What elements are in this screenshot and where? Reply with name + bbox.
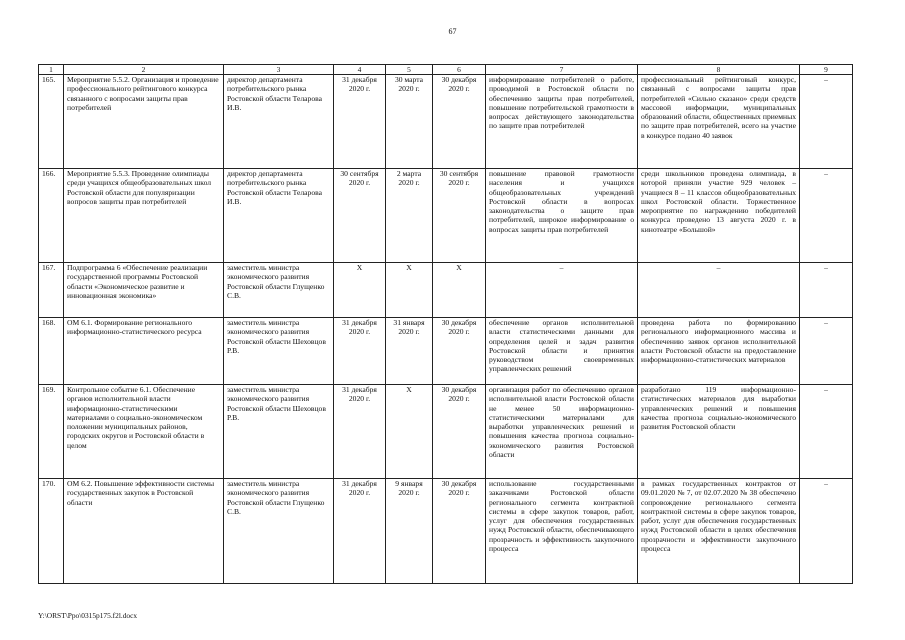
column-number: 6 [433, 65, 486, 75]
row-number: 170. [39, 479, 64, 584]
column-number: 8 [638, 65, 800, 75]
planned-date: 31 декабря 2020 г. [334, 75, 386, 169]
row-number: 165. [39, 75, 64, 169]
start-date: 2 марта 2020 г. [386, 169, 433, 263]
expected-result: использование государственными заказчиками Ростовской области регионального сегмента контрактной системы в сфере закупок товаров, работ, услуг для обеспечения государственных нужд Ростовской области, обеспечивающего прозрачность и эффективность закупочного процесса [486, 479, 638, 584]
planned-date: 31 декабря 2020 г. [334, 479, 386, 584]
end-date: 30 декабря 2020 г. [433, 318, 486, 385]
table-row [39, 75, 853, 169]
planned-date: 31 декабря 2020 г. [334, 385, 386, 479]
start-date: X [386, 263, 433, 318]
note: – [800, 169, 853, 263]
row-number: 166. [39, 169, 64, 263]
measure-name: Мероприятие 5.5.3. Проведение олимпиады среди учащихся общеобразовательных школ Ростовской области для популяризации вопросов защиты прав потребителей [64, 169, 224, 263]
end-date: 30 декабря 2020 г. [433, 479, 486, 584]
actual-result: проведена работа по формированию регионального информационного массива и обеспечению заявок органов исполнительной власти Ростовской области на предоставление информационно-статистических материалов [638, 318, 800, 385]
responsible-person: директор департамента потребительского рынка Ростовской области Теларова И.В. [224, 75, 334, 169]
end-date: 30 сентября 2020 г. [433, 169, 486, 263]
actual-result: разработано 119 информационно-статистических материалов для выработки управленческих решений и повышения качества прогноза социально-экономического развития Ростовской области [638, 385, 800, 479]
column-number: 9 [800, 65, 853, 75]
planned-date: 31 декабря 2020 г. [334, 318, 386, 385]
responsible-person: директор департамента потребительского рынка Ростовской области Теларова И.В. [224, 169, 334, 263]
report-table [38, 64, 853, 584]
table-row [39, 169, 853, 263]
end-date: 30 декабря 2020 г. [433, 385, 486, 479]
responsible-person: заместитель министра экономического развития Ростовской области Глущенко С.В. [224, 479, 334, 584]
actual-result: среди школьников проведена олимпиада, в которой приняли участие 929 человек – учащиеся 8 – 11 классов общеобразовательных школ Ростовской области. Торжественное мероприятие по награждению победителей конкурса проведено 13 августа 2020 г. в кинотеатре «Большой» [638, 169, 800, 263]
note: – [800, 479, 853, 584]
file-path-footer: Y:\ORST\Ppo\0315p175.f2l.docx [38, 611, 138, 620]
responsible-person: заместитель министра экономического развития Ростовской области Шеховцов Р.В. [224, 318, 334, 385]
column-number: 3 [224, 65, 334, 75]
actual-result: – [638, 263, 800, 318]
measure-name: ОМ 6.2. Повышение эффективности системы государственных закупок в Ростовской области [64, 479, 224, 584]
table-row [39, 479, 853, 584]
end-date: X [433, 263, 486, 318]
measure-name: Контрольное событие 6.1. Обеспечение органов исполнительной власти информационно-статистическими материалами о социально-экономическом положении муниципальных районов, городских округов и Ростовской области в целом [64, 385, 224, 479]
table-row [39, 263, 853, 318]
measure-name: Подпрограмма 6 «Обеспечение реализации государственной программы Ростовской области «Экономическое развитие и инновационная экономика» [64, 263, 224, 318]
row-number: 168. [39, 318, 64, 385]
start-date: 9 января 2020 г. [386, 479, 433, 584]
expected-result: повышение правовой грамотности населения и учащихся общеобразовательных учреждений Ростовской области в вопросах законодательства о защите прав потребителей, широкое информирование о вопросах защиты прав потребителей [486, 169, 638, 263]
responsible-person: заместитель министра экономического развития Ростовской области Глущенко С.В. [224, 263, 334, 318]
column-number: 7 [486, 65, 638, 75]
column-number: 5 [386, 65, 433, 75]
start-date: 30 марта 2020 г. [386, 75, 433, 169]
row-number: 167. [39, 263, 64, 318]
measure-name: Мероприятие 5.5.2. Организация и проведение профессионального рейтингового конкурса связанного с вопросами защиты прав потребителей [64, 75, 224, 169]
expected-result: информирование потребителей о работе, проводимой в Ростовской области по обеспечению защиты прав потребителей, повышение потребительской грамотности в вопросах действующего законодательства по защите прав потребителей [486, 75, 638, 169]
measure-name: ОМ 6.1. Формирование регионального информационно-статистического ресурса [64, 318, 224, 385]
actual-result: профессиональный рейтинговый конкурс, связанный с вопросами защиты прав потребителей «Сильно сказано» среди средств массовой информации, муниципальных образований области, общественных приемных по защите прав потребителей, всего на участие в конкурсе подано 40 заявок [638, 75, 800, 169]
expected-result: организация работ по обеспечению органов исполнительной власти Ростовской области не менее 50 информационно-статистическими материалами для выработки управленческих решений и повышения качества прогноза социально-экономического развития Ростовской области [486, 385, 638, 479]
note: – [800, 385, 853, 479]
column-number: 4 [334, 65, 386, 75]
responsible-person: заместитель министра экономического развития Ростовской области Шеховцов Р.В. [224, 385, 334, 479]
actual-result: в рамках государственных контрактов от 09.01.2020 № 7, от 02.07.2020 № 38 обеспечено сопровождение регионального сегмента контрактной системы в сфере закупок товаров, работ, услуг для обеспечения государственных нужд Ростовской области в целях обеспечения прозрачности и эффективности закупочного процесса [638, 479, 800, 584]
column-number: 1 [39, 65, 64, 75]
end-date: 30 декабря 2020 г. [433, 75, 486, 169]
note: – [800, 318, 853, 385]
table-row [39, 385, 853, 479]
expected-result: – [486, 263, 638, 318]
page-number: 67 [448, 27, 457, 36]
start-date: X [386, 385, 433, 479]
planned-date: 30 сентября 2020 г. [334, 169, 386, 263]
column-number: 2 [64, 65, 224, 75]
note: – [800, 263, 853, 318]
table-row [39, 318, 853, 385]
row-number: 169. [39, 385, 64, 479]
expected-result: обеспечение органов исполнительной власти статистическими данными для определения целей и задач развития Ростовской области и принятия руководством своевременных управленческих решений [486, 318, 638, 385]
note: – [800, 75, 853, 169]
planned-date: X [334, 263, 386, 318]
column-number-row [39, 65, 853, 75]
start-date: 31 января 2020 г. [386, 318, 433, 385]
